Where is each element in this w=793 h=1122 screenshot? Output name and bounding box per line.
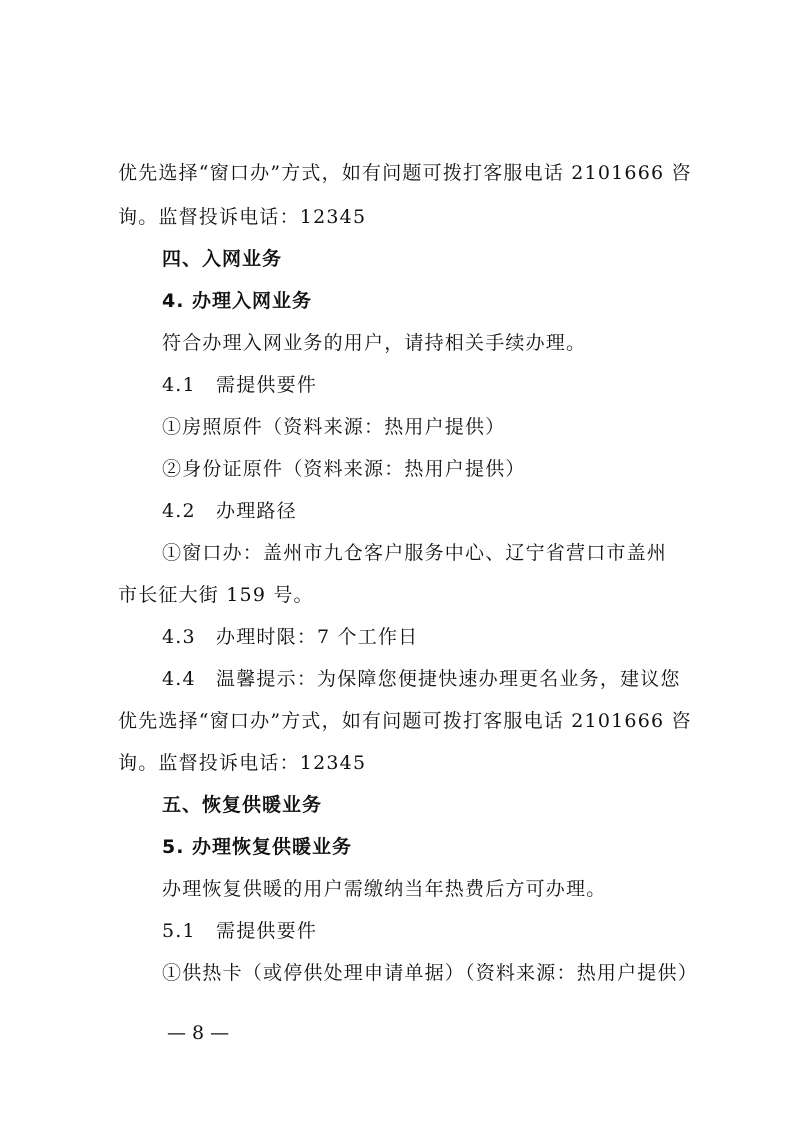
- paragraph-line: 优先选择“窗口办”方式，如有问题可拨打客服电话 2101666 咨: [118, 710, 692, 732]
- paragraph-line: 询。监督投诉电话：12345: [118, 206, 367, 228]
- paragraph-line: 询。监督投诉电话：12345: [118, 752, 367, 774]
- section-heading: 四、入网业务: [162, 248, 283, 270]
- list-item: ②身份证原件（资料来源：热用户提供）: [162, 458, 526, 480]
- item-heading: 4.3 办理时限：7 个工作日: [162, 626, 419, 648]
- subsection-heading: 4. 办理入网业务: [162, 290, 313, 312]
- paragraph-line: 4.4 温馨提示：为保障您便捷快速办理更名业务，建议您: [162, 668, 681, 690]
- list-item: ①供热卡（或停供处理申请单据）（资料来源：热用户提供）: [162, 962, 698, 984]
- paragraph-line: 办理恢复供暖的用户需缴纳当年热费后方可办理。: [162, 878, 607, 900]
- item-heading: 4.2 办理路径: [162, 500, 297, 522]
- paragraph-line: 市长征大街 159 号。: [118, 584, 314, 606]
- item-heading: 5.1 需提供要件: [162, 920, 318, 942]
- subsection-heading: 5. 办理恢复供暖业务: [162, 836, 353, 858]
- page-number: — 8 —: [167, 1022, 230, 1044]
- list-item: ①窗口办：盖州市九仓客户服务中心、辽宁省营口市盖州: [162, 542, 668, 564]
- list-item: ①房照原件（资料来源：热用户提供）: [162, 416, 506, 438]
- item-heading: 4.1 需提供要件: [162, 374, 318, 396]
- section-heading: 五、恢复供暖业务: [162, 794, 323, 816]
- paragraph-line: 优先选择“窗口办”方式，如有问题可拨打客服电话 2101666 咨: [118, 162, 692, 184]
- paragraph-line: 符合办理入网业务的用户，请持相关手续办理。: [162, 332, 587, 354]
